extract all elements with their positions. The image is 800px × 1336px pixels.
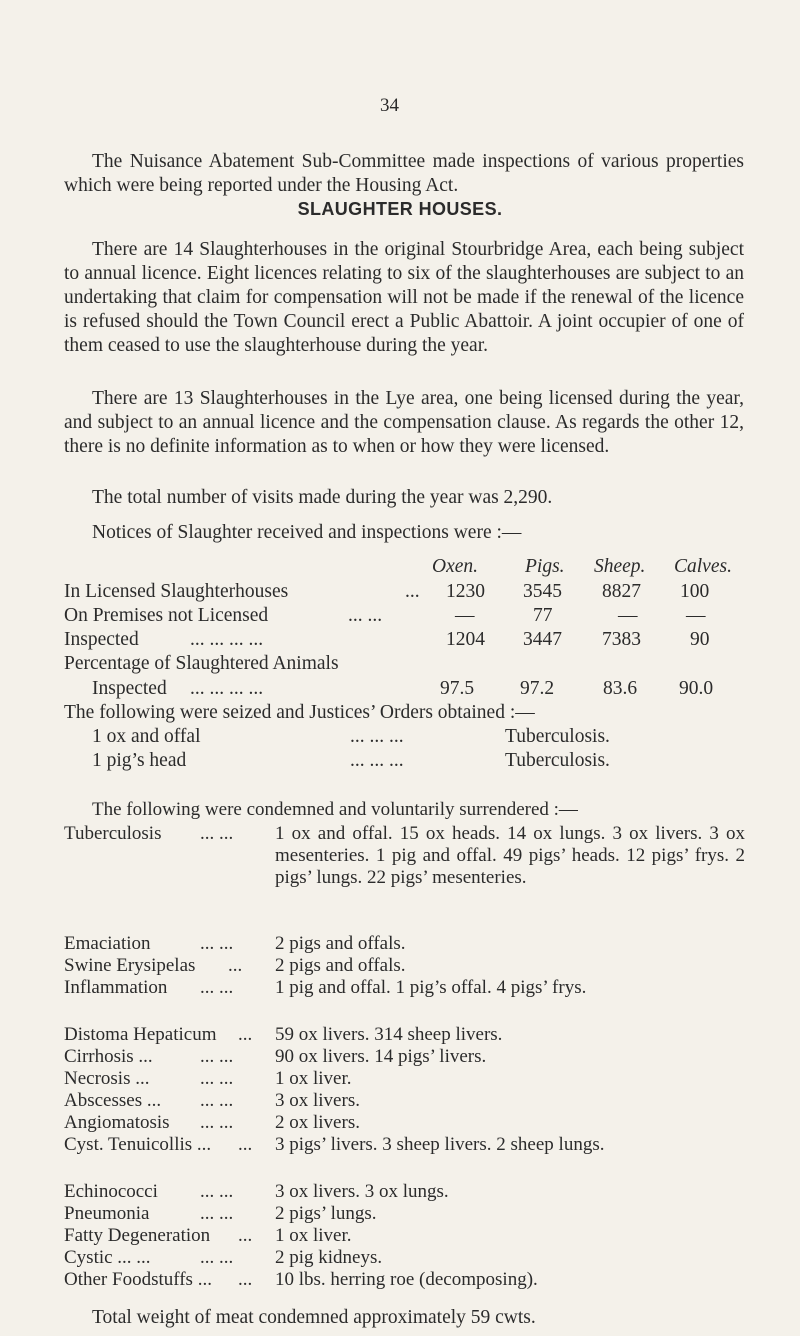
condition-label: Cystic ... ...	[64, 1247, 151, 1268]
condition-detail: 1 ox liver.	[275, 1225, 352, 1246]
condition-dots: ... ...	[200, 977, 234, 998]
cell-pct-oxen: 97.5	[440, 678, 475, 699]
section-heading: SLAUGHTER HOUSES.	[297, 199, 503, 219]
condition-label: Inflammation	[64, 977, 168, 998]
paragraph-stourbridge: There are 14 Slaughterhouses in the original Stourbridge Area, each being subject to annual licence. Eight licences relating to six of the slaughterhouses are subject to an undertaking that claim for compensation will not be made if the renewal of the licence is refused should the Town Council erect a Public Abattoir. A joint occupier of one of them ceased to use the slaughterhouse during the year.	[64, 239, 744, 356]
condition-detail: 2 pigs and offals.	[275, 933, 406, 954]
condition-dots: ... ...	[200, 1203, 234, 1224]
condition-detail: 10 lbs. herring roe (decomposing).	[275, 1269, 538, 1290]
cell-oxen: —	[455, 605, 475, 626]
cell-pct-pigs: 97.2	[520, 678, 555, 699]
condition-dots: ... ...	[200, 1090, 234, 1111]
cell-sheep: —	[618, 605, 638, 626]
condition-dots: ...	[238, 1134, 253, 1155]
row-dots: ... ...	[348, 605, 383, 626]
condition-label: Emaciation	[64, 933, 151, 954]
paragraph-notices: Notices of Slaughter received and inspections were :—	[92, 522, 522, 543]
condition-dots: ...	[238, 1024, 253, 1045]
condition-detail: 90 ox livers. 14 pigs’ livers.	[275, 1046, 487, 1067]
condition-detail: 3 ox livers. 3 ox lungs.	[275, 1181, 449, 1202]
cell-oxen: 1204	[446, 629, 485, 650]
condition-label: Necrosis ...	[64, 1068, 150, 1089]
condition-label: Abscesses ...	[64, 1090, 162, 1111]
condition-label: Swine Erysipelas	[64, 955, 196, 976]
col-header-oxen: Oxen.	[432, 556, 479, 577]
cell-calves: 90	[690, 629, 710, 650]
cell-calves: —	[686, 605, 706, 626]
condition-dots: ... ...	[200, 1112, 234, 1133]
row-dots: ... ... ... ...	[190, 629, 264, 650]
row-dots: ...	[405, 581, 420, 602]
condition-label: Distoma Hepaticum	[64, 1024, 217, 1045]
paragraph-lye: There are 13 Slaughterhouses in the Lye area, one being licensed during the year, and subject to an annual licence and the compensation clause. As regards the other 12, there is no definite information as to when or how they were licensed.	[64, 388, 744, 457]
condition-dots: ... ...	[200, 1068, 234, 1089]
condition-detail: 1 pig and offal. 1 pig’s offal. 4 pigs’ frys.	[275, 977, 587, 998]
pct-dots: ... ... ... ...	[190, 678, 264, 699]
total-weight: Total weight of meat condemned approximately 59 cwts.	[92, 1307, 536, 1328]
cell-sheep: 8827	[602, 581, 641, 602]
condition-dots: ... ...	[200, 1247, 234, 1268]
condition-detail: 2 ox livers.	[275, 1112, 360, 1133]
condition-label: Echinococci	[64, 1181, 158, 1202]
condition-detail: 2 pig kidneys.	[275, 1247, 383, 1268]
cell-pigs: 3447	[523, 629, 562, 650]
condition-label: Other Foodstuffs ...	[64, 1269, 212, 1290]
pct-label: Percentage of Slaughtered Animals	[64, 653, 339, 674]
condition-label: Angiomatosis	[64, 1112, 170, 1133]
condition-dots: ...	[238, 1269, 253, 1290]
seized-item: 1 pig’s head	[92, 750, 187, 771]
cell-oxen: 1230	[446, 581, 485, 602]
condition-label: Cyst. Tenuicollis ...	[64, 1134, 212, 1155]
condition-dots: ... ...	[200, 933, 234, 954]
seized-reason: Tuberculosis.	[505, 750, 610, 771]
condition-dots: ...	[228, 955, 243, 976]
col-header-sheep: Sheep.	[594, 556, 646, 577]
condition-detail: 1 ox and offal. 15 ox heads. 14 ox lungs. 3 ox livers. 3 ox mesenteries. 1 pig and offal. 49 pigs’ heads. 12 pigs’ frys. 2 pigs’ lungs. 22 pigs’ mesenteries.	[275, 823, 745, 888]
condition-detail: 1 ox liver.	[275, 1068, 352, 1089]
seized-reason: Tuberculosis.	[505, 726, 610, 747]
seized-intro: The following were seized and Justices’ Orders obtained :—	[64, 702, 535, 723]
condemned-intro: The following were condemned and voluntarily surrendered :—	[92, 799, 578, 820]
pct-label-2: Inspected	[92, 678, 167, 699]
condition-label: Tuberculosis	[64, 823, 162, 844]
row-label: On Premises not Licensed	[64, 605, 269, 626]
intro-paragraph: The Nuisance Abatement Sub-Committee made inspections of various properties which were being reported under the Housing Act.	[64, 151, 744, 196]
cell-pigs: 3545	[523, 581, 562, 602]
cell-pigs: 77	[533, 605, 553, 626]
condition-detail: 3 pigs’ livers. 3 sheep livers. 2 sheep lungs.	[275, 1134, 605, 1155]
condition-dots: ... ...	[200, 823, 234, 844]
condition-label: Cirrhosis ...	[64, 1046, 153, 1067]
cell-pct-sheep: 83.6	[603, 678, 638, 699]
condition-detail: 3 ox livers.	[275, 1090, 360, 1111]
cell-calves: 100	[680, 581, 710, 602]
condition-dots: ...	[238, 1225, 253, 1246]
condition-dots: ... ...	[200, 1181, 234, 1202]
page-number: 34	[380, 95, 399, 116]
condition-detail: 59 ox livers. 314 sheep livers.	[275, 1024, 503, 1045]
condition-detail: 2 pigs and offals.	[275, 955, 406, 976]
row-label: In Licensed Slaughterhouses	[64, 581, 289, 602]
seized-dots: ... ... ...	[350, 750, 404, 771]
seized-item: 1 ox and offal	[92, 726, 201, 747]
row-label: Inspected	[64, 629, 139, 650]
paragraph-visits: The total number of visits made during the year was 2,290.	[92, 487, 553, 508]
cell-sheep: 7383	[602, 629, 641, 650]
col-header-pigs: Pigs.	[525, 556, 565, 577]
seized-dots: ... ... ...	[350, 726, 404, 747]
cell-pct-calves: 90.0	[679, 678, 714, 699]
condition-dots: ... ...	[200, 1046, 234, 1067]
condition-label: Fatty Degeneration	[64, 1225, 211, 1246]
condition-label: Pneumonia	[64, 1203, 150, 1224]
col-header-calves: Calves.	[674, 556, 732, 577]
condition-detail: 2 pigs’ lungs.	[275, 1203, 377, 1224]
